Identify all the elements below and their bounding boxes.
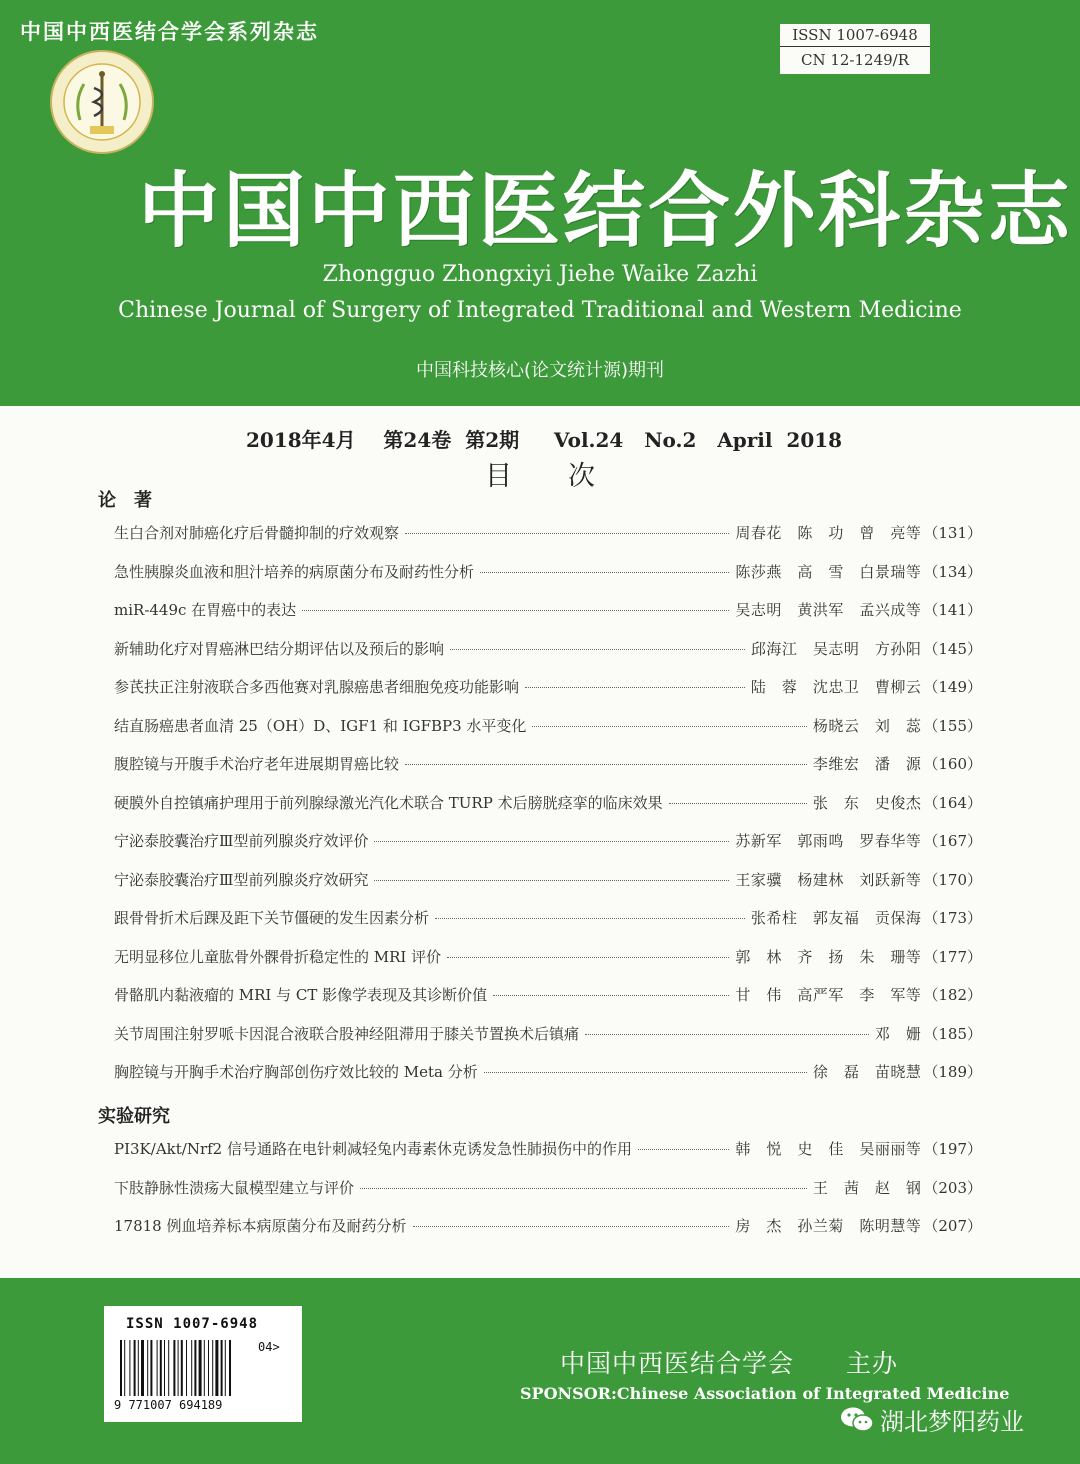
toc-entry [114, 1023, 982, 1049]
issn-number: ISSN 1007-6948 [780, 24, 930, 47]
journal-title-pinyin: Zhongguo Zhongxiyi Jiehe Waike Zazhi [322, 262, 758, 287]
article-page: （185） [923, 1025, 982, 1043]
article-page: （145） [923, 640, 982, 658]
article-title: 腹腔镜与开腹手术治疗老年进展期胃癌比较 [114, 755, 400, 773]
article-authors: 邓 姗 [874, 1025, 922, 1043]
article-title: 关节周围注射罗哌卡因混合液联合股神经阻滞用于膝关节置换术后镇痛 [114, 1025, 580, 1043]
barcode-issn: ISSN 1007-6948 [126, 1316, 259, 1332]
dot-leader [374, 880, 729, 881]
article-authors: 陈莎燕 高 雪 白景瑞等 [735, 563, 922, 581]
article-title: 生白合剂对肺癌化疗后骨髓抑制的疗效观察 [114, 524, 400, 542]
dot-leader [525, 687, 745, 688]
dot-leader [405, 764, 807, 765]
dot-leader [493, 995, 729, 996]
article-page: （189） [923, 1063, 982, 1081]
dot-leader [480, 572, 729, 573]
article-authors: 郭 林 齐 扬 朱 珊等 [735, 948, 922, 966]
series-label: 中国中西医结合学会系列杂志 [20, 20, 319, 44]
article-title: 急性胰腺炎血液和胆汁培养的病原菌分布及耐药性分析 [114, 563, 475, 581]
article-authors: 韩 悦 史 佳 吴丽丽等 [735, 1140, 922, 1158]
article-authors: 王家骥 杨建林 刘跃新等 [735, 871, 922, 889]
article-page: （160） [923, 755, 982, 773]
toc-entry [114, 946, 982, 972]
article-title: 无明显移位儿童肱骨外髁骨折稳定性的 MRI 评价 [114, 948, 442, 966]
article-title: 胸腔镜与开胸手术治疗胸部创伤疗效比较的 Meta 分析 [114, 1063, 478, 1081]
article-authors: 李维宏 潘 源 [812, 755, 922, 773]
sponsor-en: SPONSOR:Chinese Association of Integrated Medicine [520, 1384, 1010, 1403]
dot-leader [638, 1149, 729, 1150]
article-page: （134） [923, 563, 982, 581]
article-page: （131） [923, 524, 982, 542]
article-page: （167） [923, 832, 982, 850]
article-authors: 甘 伟 高严军 李 军等 [735, 986, 922, 1004]
dot-leader [413, 1226, 730, 1227]
article-title: 宁泌泰胶囊治疗Ⅲ型前列腺炎疗效研究 [114, 871, 369, 889]
dot-leader [450, 649, 745, 650]
toc-entry [114, 792, 982, 818]
barcode-addon: 04> [258, 1340, 280, 1354]
toc-entry [114, 1138, 982, 1164]
article-page: （207） [923, 1217, 982, 1235]
article-title: 跟骨骨折术后踝及距下关节僵硬的发生因素分析 [114, 909, 430, 927]
wechat-icon [840, 1406, 874, 1434]
article-page: （182） [923, 986, 982, 1004]
dot-leader [532, 726, 806, 727]
article-title: miR-449c 在胃癌中的表达 [114, 601, 297, 619]
article-authors: 周春花 陈 功 曾 亮等 [735, 524, 922, 542]
article-page: （170） [923, 871, 982, 889]
article-authors: 陆 蓉 沈忠卫 曹柳云 [750, 678, 922, 696]
article-page: （155） [923, 717, 982, 735]
toc-entry [114, 638, 982, 664]
article-title: PI3K/Akt/Nrf2 信号通路在电针刺减轻兔内毒素休克诱发急性肺损伤中的作用 [114, 1140, 632, 1158]
article-title: 宁泌泰胶囊治疗Ⅲ型前列腺炎疗效评价 [114, 832, 369, 850]
dot-leader [585, 1034, 869, 1035]
journal-title-cn: 中国中西医结合外科杂志 [138, 163, 1074, 259]
cn-number: CN 12-1249/R [800, 51, 910, 69]
article-authors: 房 杰 孙兰菊 陈明慧等 [735, 1217, 922, 1235]
article-title: 参芪扶正注射液联合多西他赛对乳腺癌患者细胞免疫功能影响 [114, 678, 520, 696]
dot-leader [669, 803, 807, 804]
issue-info: 2018年4月 第24卷 第2期 Vol.24 No.2 April 2018 [246, 428, 843, 452]
toc-title: 目次 [485, 461, 651, 492]
dot-leader [360, 1188, 807, 1189]
barcode-box [104, 1306, 302, 1422]
article-title: 下肢静脉性溃疡大鼠模型建立与评价 [114, 1179, 355, 1197]
toc-entry [114, 599, 982, 625]
barcode-icon [120, 1340, 252, 1396]
article-page: （197） [923, 1140, 982, 1158]
toc-entry [114, 715, 982, 741]
article-title: 17818 例血培养标本病原菌分布及耐药分析 [114, 1217, 407, 1235]
article-page: （173） [923, 909, 982, 927]
article-authors: 杨晓云 刘 蕊 [812, 717, 922, 735]
toc-entry [114, 522, 982, 548]
dot-leader [447, 957, 729, 958]
watermark [840, 1402, 1024, 1437]
toc-entry [114, 907, 982, 933]
dot-leader [302, 610, 729, 611]
toc-entry [114, 676, 982, 702]
article-authors: 苏新军 郭雨鸣 罗春华等 [735, 832, 922, 850]
toc-entry [114, 753, 982, 779]
journal-title-en: Chinese Journal of Surgery of Integrated Traditional and Western Medicine [118, 298, 962, 323]
toc-entry [114, 1215, 982, 1241]
article-authors: 邱海江 吴志明 方孙阳 [750, 640, 922, 658]
toc-entry [114, 984, 982, 1010]
watermark-text: 湖北梦阳药业 [880, 1408, 1024, 1436]
article-authors: 吴志明 黄洪军 孟兴成等 [735, 601, 922, 619]
article-title: 硬膜外自控镇痛护理用于前列腺绿激光汽化术联合 TURP 术后膀胱痉挛的临床效果 [114, 794, 663, 812]
toc-entry [114, 1061, 982, 1087]
toc-entry [114, 561, 982, 587]
dot-leader [374, 841, 729, 842]
section-heading: 论 著 [98, 490, 152, 511]
core-journal-label: 中国科技核心(论文统计源)期刊 [415, 360, 665, 381]
sponsor-cn: 中国中西医结合学会 主办 [560, 1349, 899, 1378]
article-page: （141） [923, 601, 982, 619]
article-page: （203） [923, 1179, 982, 1197]
section-heading: 实验研究 [98, 1106, 170, 1127]
toc-entry [114, 830, 982, 856]
article-title: 新辅助化疗对胃癌淋巴结分期评估以及预后的影响 [114, 640, 445, 658]
article-authors: 王 茜 赵 钢 [812, 1179, 922, 1197]
article-title: 骨骼肌内黏液瘤的 MRI 与 CT 影像学表现及其诊断价值 [114, 986, 488, 1004]
dot-leader [405, 533, 729, 534]
dot-leader [484, 1072, 807, 1073]
toc-entry [114, 869, 982, 895]
article-authors: 张 东 史俊杰 [812, 794, 922, 812]
article-authors: 张希柱 郭友福 贡保海 [750, 909, 922, 927]
article-page: （177） [923, 948, 982, 966]
association-logo-icon [50, 50, 154, 154]
article-authors: 徐 磊 苗晓慧 [812, 1063, 922, 1081]
toc-entry [114, 1177, 982, 1203]
barcode-number: 9 771007 694189 [114, 1398, 223, 1412]
issn-box [780, 24, 930, 74]
article-page: （149） [923, 678, 982, 696]
dot-leader [435, 918, 745, 919]
article-title: 结直肠癌患者血清 25（OH）D、IGF1 和 IGFBP3 水平变化 [114, 717, 527, 735]
article-page: （164） [923, 794, 982, 812]
